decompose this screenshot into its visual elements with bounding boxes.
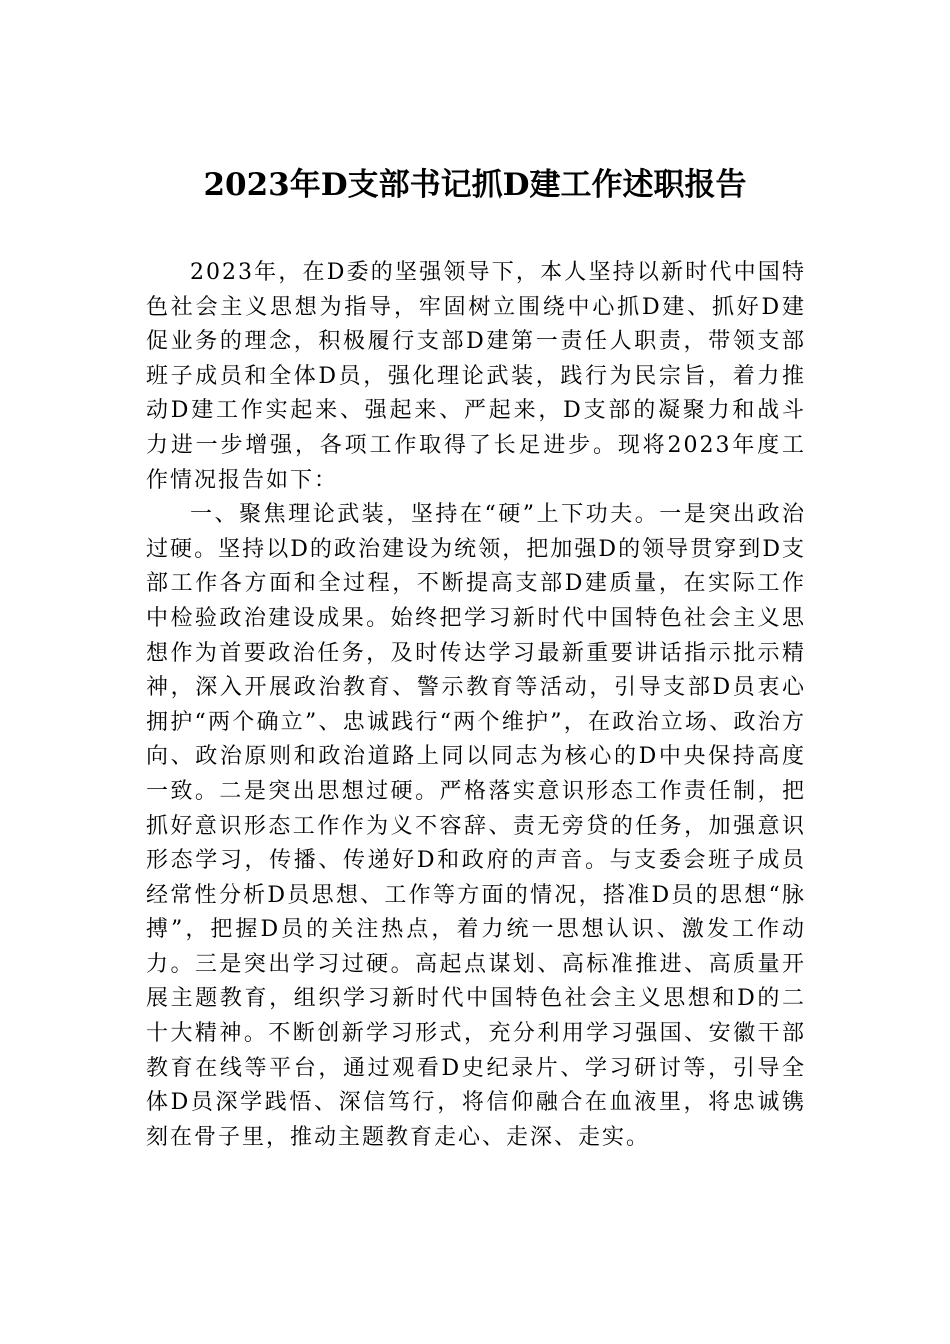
document-body	[146, 256, 806, 1155]
paragraph-section-one: 一、聚焦理论武装，坚持在“硬”上下功夫。一是突出政治过硬。坚持以D的政治建设为统领，把加强D的领导贯穿到D支部工作各方面和全过程，不断提高支部D建质量，在实际工作中检验政治建设成果。始终把学习新时代中国特色社会主义思想作为首要政治任务，及时传达学习最新重要讲话指示批示精神，深入开展政治教育、警示教育等活动，引导支部D员衷心拥护“两个确立”、忠诚践行“两个维护”，在政治立场、政治方向、政治原则和政治道路上同以同志为核心的D中央保持高度一致。二是突出思想过硬。严格落实意识形态工作责任制，把抓好意识形态工作作为义不容辞、责无旁贷的任务，加强意识形态学习，传播、传递好D和政府的声音。与支委会班子成员经常性分析D员思想、工作等方面的情况，搭准D员的思想“脉搏”，把握D员的关注热点，着力统一思想认识、激发工作动力。三是突出学习过硬。高起点谋划、高标准推进、高质量开展主题教育，组织学习新时代中国特色社会主义思想和D的二十大精神。不断创新学习形式，充分利用学习强国、安徽干部教育在线等平台，通过观看D史纪录片、学习研讨等，引导全体D员深学践悟、深信笃行，将信仰融合在血液里，将忠诚镌刻在骨子里，推动主题教育走心、走深、走实。	[146, 502, 806, 1150]
document-title: 2023年D支部书记抓D建工作述职报告	[203, 167, 747, 203]
paragraph-intro: 2023年，在D委的坚强领导下，本人坚持以新时代中国特色社会主义思想为指导，牢固树立围绕中心抓D建、抓好D建促业务的理念，积极履行支部D建第一责任人职责，带领支部班子成员和全体D员，强化理论武装，践行为民宗旨，着力推动D建工作实起来、强起来、严起来，D支部的凝聚力和战斗力进一步增强，各项工作取得了长足进步。现将2023年度工作情况报告如下：	[146, 260, 806, 493]
